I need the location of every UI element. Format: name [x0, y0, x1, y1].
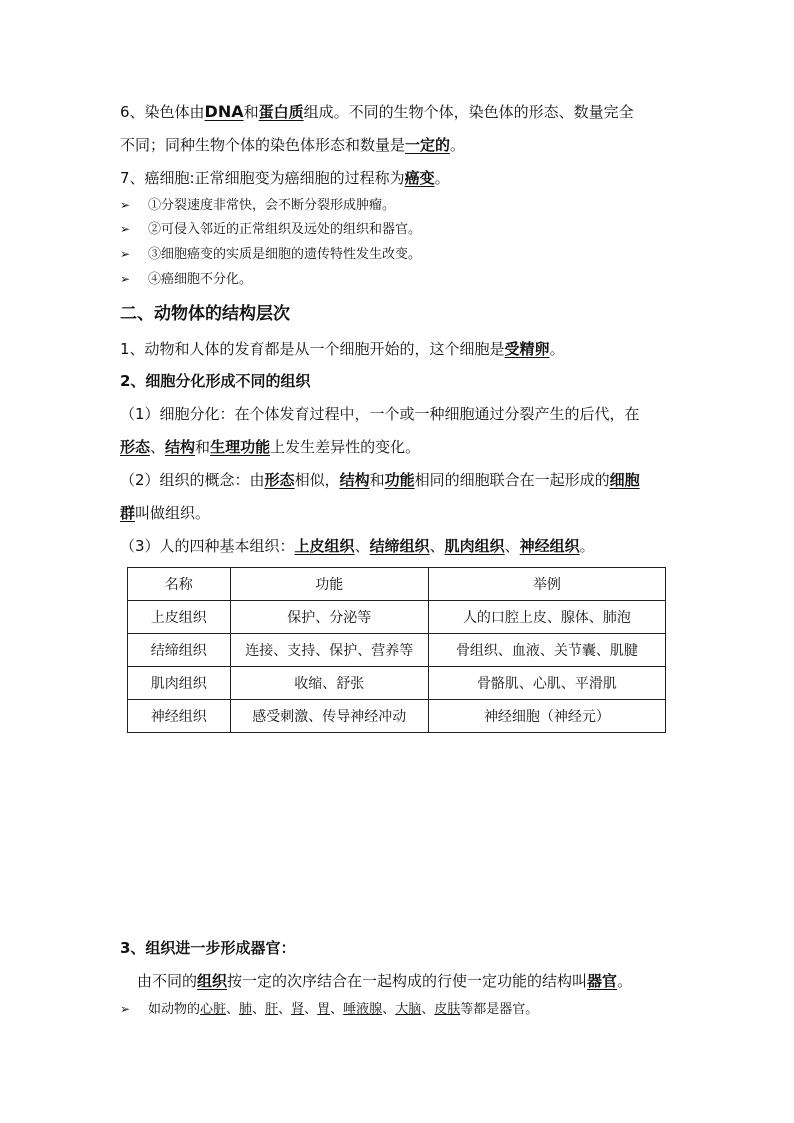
paragraph-organ: 由不同的组织按一定的次序结合在一起构成的行使一定功能的结构叫器官。	[137, 972, 633, 990]
section-title: 二、动物体的结构层次	[120, 304, 290, 324]
table-header-row	[128, 568, 666, 601]
keyword-dna: DNA	[204, 102, 244, 121]
paragraph-tissue-concept: （2）组织的概念：由形态相似，结构和功能相同的细胞联合在一起形成的细胞	[120, 471, 640, 489]
paragraph-chromosome: 6、染色体由DNA和蛋白质组成。不同的生物个体，染色体的形态、数量完全	[120, 102, 634, 121]
table-cell: 结缔组织	[128, 634, 231, 667]
bullet-item: ➢ ③细胞癌变的实质是细胞的遗传特性发生改变。	[120, 244, 421, 265]
paragraph-tissue-concept-cont: 群叫做组织。	[120, 504, 211, 522]
arrow-bullet-icon: ➢	[120, 1002, 131, 1016]
table-row	[128, 700, 666, 733]
keyword-protein: 蛋白质	[258, 103, 304, 121]
paragraph-four-tissues: （3）人的四种基本组织：上皮组织、结缔组织、肌肉组织、神经组织。	[120, 537, 595, 555]
subsection-title: 2、细胞分化形成不同的组织	[120, 372, 311, 390]
bullet-item: ➢ ①分裂速度非常快，会不断分裂形成肿瘤。	[120, 195, 395, 216]
arrow-bullet-icon: ➢	[120, 222, 131, 236]
arrow-bullet-icon: ➢	[120, 272, 131, 286]
table-cell: 神经组织	[128, 700, 231, 733]
table-header: 功能	[230, 568, 428, 601]
bullet-item: ➢ ②可侵入邻近的正常组织及远处的组织和器官。	[120, 219, 421, 240]
keyword-cancer: 癌变	[404, 169, 435, 187]
table-header: 名称	[128, 568, 231, 601]
table-cell: 神经细胞（神经元）	[428, 700, 665, 733]
table-header: 举例	[428, 568, 665, 601]
paragraph-development: 1、动物和人体的发育都是从一个细胞开始的，这个细胞是受精卵。	[120, 340, 565, 358]
table-cell: 骨组织、血液、关节囊、肌腱	[428, 634, 665, 667]
table-cell: 收缩、舒张	[230, 667, 428, 700]
table-cell: 感受刺激、传导神经冲动	[230, 700, 428, 733]
arrow-bullet-icon: ➢	[120, 198, 131, 212]
bullet-item-organs: ➢ 如动物的心脏、肺、肝、肾、胃、唾液腺、大脑、皮肤等都是器官。	[120, 999, 538, 1020]
table-cell: 肌肉组织	[128, 667, 231, 700]
paragraph-differentiation-cont: 形态、结构和生理功能上发生差异性的变化。	[120, 438, 421, 456]
tissue-table	[127, 567, 666, 733]
table-cell: 保护、分泌等	[230, 601, 428, 634]
table-cell: 上皮组织	[128, 601, 231, 634]
table-cell: 连接、支持、保护、营养等	[230, 634, 428, 667]
paragraph-differentiation: （1）细胞分化：在个体发育过程中，一个或一种细胞通过分裂产生的后代，在	[120, 405, 640, 423]
keyword-fixed: 一定的	[405, 136, 451, 154]
table-row	[128, 634, 666, 667]
bullet-item: ➢ ④癌细胞不分化。	[120, 269, 252, 290]
keyword-fertilized-egg: 受精卵	[504, 340, 550, 358]
table-cell: 人的口腔上皮、腺体、肺泡	[428, 601, 665, 634]
table-row	[128, 667, 666, 700]
paragraph-chromosome-cont: 不同；同种生物个体的染色体形态和数量是一定的。	[120, 136, 466, 154]
subsection-title: 3、组织进一步形成器官：	[120, 939, 296, 957]
table-cell: 骨骼肌、心肌、平滑肌	[428, 667, 665, 700]
arrow-bullet-icon: ➢	[120, 247, 131, 261]
paragraph-cancer-cell: 7、癌细胞:正常细胞变为癌细胞的过程称为癌变。	[120, 169, 450, 187]
table-row	[128, 601, 666, 634]
